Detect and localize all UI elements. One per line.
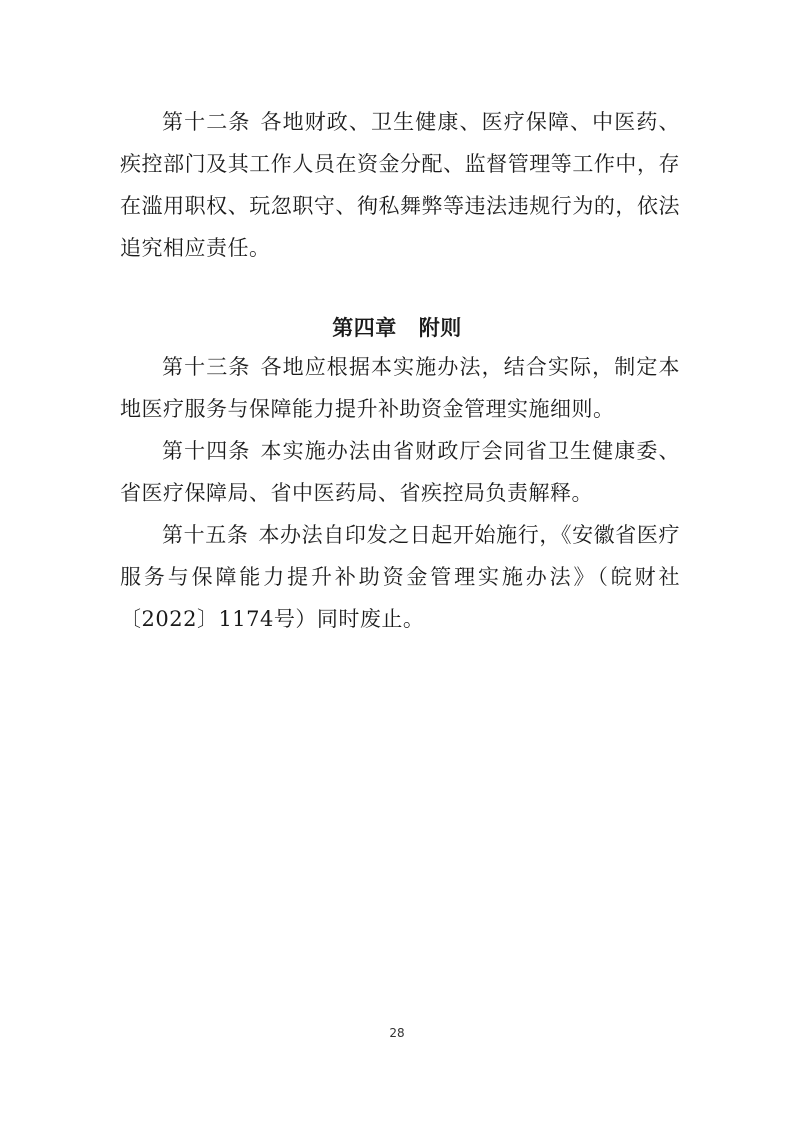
article-text: 本实施办法由省财政厅会同省卫生健康委、省医疗保障局、省中医药局、省疾控局负责解释。 [120, 439, 681, 505]
article-label: 第十四条 [162, 439, 251, 463]
article-14 [120, 430, 680, 514]
article-15 [120, 514, 680, 640]
page-number: 28 [389, 1026, 405, 1040]
article-text: 各地应根据本实施办法，结合实际，制定本地医疗服务与保障能力提升补助资金管理实施细则。 [120, 355, 681, 421]
article-text: 本办法自印发之日起开始施行，《安徽省医疗服务与保障能力提升补助资金管理实施办法》（皖财社〔2022〕1174号）同时废止。 [120, 523, 681, 631]
chapter-three-tail [120, 101, 680, 269]
article-label: 第十三条 [162, 355, 251, 379]
article-text: 各地财政、卫生健康、医疗保障、中医药、疾控部门及其工作人员在资金分配、监督管理等工作中，存在滥用职权、玩忽职守、徇私舞弊等违法违规行为的，依法追究相应责任。 [120, 110, 681, 260]
chapter-title: 附则 [418, 316, 462, 340]
article-label: 第十二条 [162, 110, 251, 134]
article-12 [120, 101, 680, 269]
chapter-number: 第四章 [332, 316, 397, 340]
article-label: 第十五条 [162, 523, 249, 547]
article-13 [120, 346, 680, 430]
chapter-heading [0, 313, 794, 343]
chapter-four-body [120, 346, 680, 640]
